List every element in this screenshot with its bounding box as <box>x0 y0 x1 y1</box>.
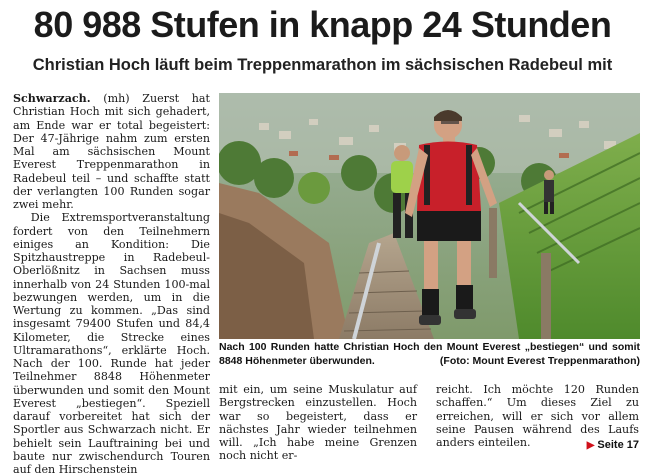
page-reference[interactable] <box>587 439 639 451</box>
headline: 80 988 Stufen in knapp 24 Stunden <box>33 4 612 45</box>
triangle-right-icon: ▶ <box>586 440 595 451</box>
article-column-1 <box>13 92 210 476</box>
subheadline: Christian Hoch läuft beim Treppenmarathon im sächsischen Radebeul mit <box>32 56 613 74</box>
body-paragraph: Die Extremsportveranstaltung fordert von den Teilnehmern einiges an Kondition: Die Spitzhaustreppe in Radebeul-Oberlößnitz in Sachsen muss innerhalb von 24 Stunden 100-mal bezwungen werden, um in die Wertung zu kommen. „Das sind insgesamt 79400 Stufen und 84,4 Kilometer, die Strecke eines Ultramarathons“, erklärte Hoch. Nach der 100. Runde hat jeder Teilnehmer 8848 Höhenmeter überwunden und somit den Mount Everest „bestiegen“. Speziell darauf vorbereitet hat sich der Sportler aus Schwarzach nicht. Er behielt sein Lauftraining bei und baute nur zwischendurch Touren auf den Hirschenstein <box>13 211 210 476</box>
page-reference-label: Seite 17 <box>597 439 639 451</box>
article-column-2: mit ein, um seine Muskulatur auf Bergstrecken einzustellen. Hoch war so begeistert, dass er nächstes Jahr wieder teilnehmen will. „Ich habe meine Grenzen noch nicht er- <box>219 383 417 463</box>
photo-credit: (Foto: Mount Everest Treppenmarathon) <box>439 354 640 367</box>
article-column-3: reicht. Ich möchte 120 Runden schaffen.“ Um dieses Ziel zu erreichen, will er sich vor allem seine Pausen während des Laufs anders einteilen. <box>436 383 639 449</box>
photo-illustration <box>219 93 640 339</box>
dateline: Schwarzach. <box>13 92 91 105</box>
photo-caption <box>219 341 640 368</box>
lead-paragraph <box>13 92 210 211</box>
article-photo <box>219 93 640 339</box>
caption-text: Nach 100 Runden hatte Christian Hoch den Mount Everest „bestiegen“ und somit 8848 Höhenmeter überwunden. <box>219 341 640 367</box>
lead-text: (mh) Zuerst hat Christian Hoch mit sich gehadert, am Ende war er total begeistert: Der 47-Jährige nahm zum ersten Mal am sächsischen Mount Everest Treppenmarathon in Radebeul teil – und schaffte statt der verlangten 100 Runden sogar zwei mehr. <box>13 92 210 211</box>
